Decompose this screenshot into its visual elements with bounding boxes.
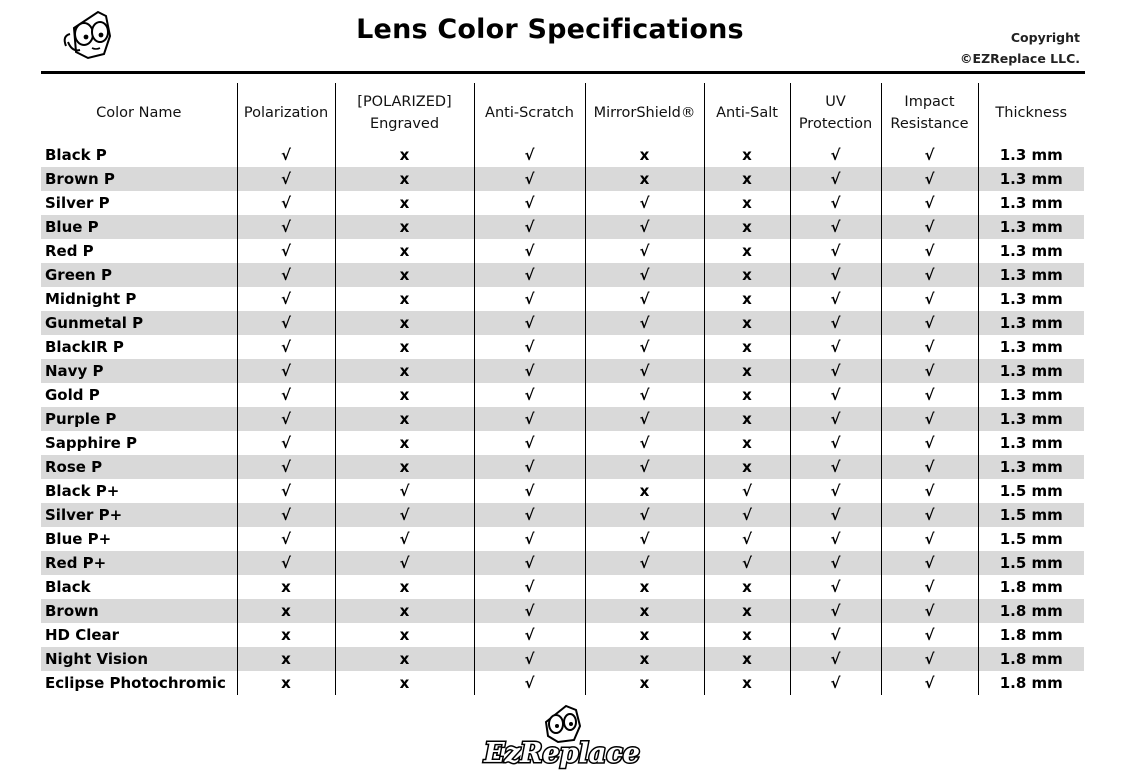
check-mark-cell: √ bbox=[474, 383, 585, 407]
check-mark-cell: √ bbox=[881, 287, 978, 311]
check-mark-cell: √ bbox=[790, 431, 881, 455]
thickness-cell: 1.8 mm bbox=[978, 575, 1084, 599]
table-row bbox=[41, 191, 1084, 215]
check-mark-cell: √ bbox=[704, 479, 790, 503]
check-mark-cell: √ bbox=[585, 215, 704, 239]
table-row bbox=[41, 503, 1084, 527]
check-mark-cell: √ bbox=[237, 287, 335, 311]
check-mark-cell: √ bbox=[790, 455, 881, 479]
column-header bbox=[585, 83, 704, 143]
table-row bbox=[41, 527, 1084, 551]
cross-mark-cell: x bbox=[335, 215, 474, 239]
color-name-cell: Blue P+ bbox=[45, 530, 112, 548]
check-mark-cell: √ bbox=[474, 647, 585, 671]
check-mark-cell: √ bbox=[790, 263, 881, 287]
color-name-cell: Midnight P bbox=[45, 290, 137, 308]
cross-mark-cell: x bbox=[704, 671, 790, 695]
cross-mark-cell: x bbox=[335, 647, 474, 671]
check-mark-cell: √ bbox=[881, 407, 978, 431]
cross-mark-cell: x bbox=[585, 479, 704, 503]
color-name-cell: Silver P+ bbox=[41, 503, 237, 527]
color-name-cell: Gunmetal P bbox=[41, 311, 237, 335]
check-mark-cell: √ bbox=[474, 527, 585, 551]
check-mark-cell: √ bbox=[790, 671, 881, 695]
check-mark-cell: √ bbox=[237, 503, 335, 527]
cross-mark-cell: x bbox=[335, 623, 474, 647]
column-header-line: Resistance bbox=[890, 116, 969, 132]
color-name-cell: Brown P bbox=[41, 167, 237, 191]
table-row bbox=[41, 479, 1084, 503]
cross-mark-cell: x bbox=[704, 335, 790, 359]
cross-mark-cell: x bbox=[704, 143, 790, 167]
cross-mark-cell: x bbox=[335, 671, 474, 695]
check-mark-cell: √ bbox=[585, 455, 704, 479]
cross-mark-cell: x bbox=[704, 191, 790, 215]
check-mark-cell: √ bbox=[790, 503, 881, 527]
thickness-cell: 1.5 mm bbox=[978, 527, 1084, 551]
check-mark-cell: √ bbox=[790, 575, 881, 599]
check-mark-cell: √ bbox=[585, 359, 704, 383]
check-mark-cell: √ bbox=[585, 431, 704, 455]
check-mark-cell: √ bbox=[790, 479, 881, 503]
cross-mark-cell: x bbox=[704, 383, 790, 407]
check-mark-cell: √ bbox=[237, 527, 335, 551]
table-row bbox=[41, 647, 1084, 671]
color-name-cell: Red P+ bbox=[41, 551, 237, 575]
column-header-line: Impact bbox=[904, 94, 955, 110]
table-row bbox=[41, 407, 1084, 431]
check-mark-cell: √ bbox=[585, 503, 704, 527]
column-header-line: MirrorShield® bbox=[593, 105, 696, 121]
check-mark-cell: √ bbox=[237, 479, 335, 503]
color-name-cell: Silver P bbox=[45, 194, 110, 212]
check-mark-cell: √ bbox=[474, 215, 585, 239]
column-header bbox=[978, 83, 1084, 143]
table-row bbox=[41, 335, 1084, 359]
cross-mark-cell: x bbox=[335, 287, 474, 311]
table-header-row bbox=[41, 83, 1084, 143]
table-row bbox=[41, 551, 1084, 575]
cross-mark-cell: x bbox=[335, 335, 474, 359]
column-header-line: Anti-Scratch bbox=[485, 105, 574, 121]
check-mark-cell: √ bbox=[335, 479, 474, 503]
table-row bbox=[41, 431, 1084, 455]
check-mark-cell: √ bbox=[585, 551, 704, 575]
check-mark-cell: √ bbox=[790, 143, 881, 167]
cross-mark-cell: x bbox=[585, 575, 704, 599]
cross-mark-cell: x bbox=[335, 311, 474, 335]
cross-mark-cell: x bbox=[704, 311, 790, 335]
thickness-cell: 1.3 mm bbox=[978, 191, 1084, 215]
check-mark-cell: √ bbox=[474, 143, 585, 167]
check-mark-cell: √ bbox=[881, 143, 978, 167]
check-mark-cell: √ bbox=[237, 431, 335, 455]
table-row bbox=[41, 575, 1084, 599]
check-mark-cell: √ bbox=[881, 359, 978, 383]
check-mark-cell: √ bbox=[790, 383, 881, 407]
cross-mark-cell: x bbox=[335, 359, 474, 383]
column-header bbox=[881, 83, 978, 143]
cross-mark-cell: x bbox=[585, 647, 704, 671]
cross-mark-cell: x bbox=[335, 455, 474, 479]
check-mark-cell: √ bbox=[237, 191, 335, 215]
check-mark-cell: √ bbox=[881, 215, 978, 239]
check-mark-cell: √ bbox=[237, 551, 335, 575]
title-divider bbox=[41, 71, 1085, 74]
column-header-line: Engraved bbox=[369, 116, 440, 132]
check-mark-cell: √ bbox=[881, 647, 978, 671]
check-mark-cell: √ bbox=[335, 551, 474, 575]
check-mark-cell: √ bbox=[585, 407, 704, 431]
check-mark-cell: √ bbox=[881, 239, 978, 263]
check-mark-cell: √ bbox=[474, 503, 585, 527]
cross-mark-cell: x bbox=[237, 671, 335, 695]
table-row bbox=[41, 311, 1084, 335]
check-mark-cell: √ bbox=[585, 527, 704, 551]
table-row bbox=[41, 143, 1084, 167]
check-mark-cell: √ bbox=[881, 623, 978, 647]
thickness-cell: 1.3 mm bbox=[978, 239, 1084, 263]
cross-mark-cell: x bbox=[704, 407, 790, 431]
check-mark-cell: √ bbox=[881, 383, 978, 407]
check-mark-cell: √ bbox=[474, 335, 585, 359]
cross-mark-cell: x bbox=[335, 599, 474, 623]
thickness-cell: 1.8 mm bbox=[978, 671, 1084, 695]
cross-mark-cell: x bbox=[335, 383, 474, 407]
check-mark-cell: √ bbox=[474, 287, 585, 311]
check-mark-cell: √ bbox=[790, 335, 881, 359]
check-mark-cell: √ bbox=[881, 575, 978, 599]
cross-mark-cell: x bbox=[585, 143, 704, 167]
column-header-line: Thickness bbox=[995, 105, 1068, 121]
color-name-cell: BlackIR P bbox=[45, 338, 124, 356]
check-mark-cell: √ bbox=[704, 551, 790, 575]
color-name-cell: Sapphire P bbox=[45, 434, 138, 452]
lens-spec-table bbox=[41, 83, 1084, 695]
cross-mark-cell: x bbox=[704, 575, 790, 599]
check-mark-cell: √ bbox=[790, 167, 881, 191]
check-mark-cell: √ bbox=[585, 239, 704, 263]
thickness-cell: 1.3 mm bbox=[978, 215, 1084, 239]
check-mark-cell: √ bbox=[704, 503, 790, 527]
color-name-cell: Purple P bbox=[41, 407, 237, 431]
table-row bbox=[41, 263, 1084, 287]
table-row bbox=[41, 671, 1084, 695]
table-row bbox=[41, 623, 1084, 647]
check-mark-cell: √ bbox=[881, 167, 978, 191]
check-mark-cell: √ bbox=[881, 263, 978, 287]
cross-mark-cell: x bbox=[335, 407, 474, 431]
table-body bbox=[41, 143, 1084, 695]
check-mark-cell: √ bbox=[237, 383, 335, 407]
check-mark-cell: √ bbox=[237, 407, 335, 431]
check-mark-cell: √ bbox=[585, 263, 704, 287]
thickness-cell: 1.3 mm bbox=[978, 335, 1084, 359]
check-mark-cell: √ bbox=[881, 311, 978, 335]
check-mark-cell: √ bbox=[474, 671, 585, 695]
thickness-cell: 1.5 mm bbox=[978, 503, 1084, 527]
thickness-cell: 1.5 mm bbox=[978, 479, 1084, 503]
cross-mark-cell: x bbox=[585, 167, 704, 191]
check-mark-cell: √ bbox=[790, 215, 881, 239]
check-mark-cell: √ bbox=[237, 143, 335, 167]
check-mark-cell: √ bbox=[474, 575, 585, 599]
color-name-cell: HD Clear bbox=[45, 626, 120, 644]
check-mark-cell: √ bbox=[790, 551, 881, 575]
brand-wordmark: EzReplace bbox=[484, 738, 640, 769]
thickness-cell: 1.8 mm bbox=[978, 647, 1084, 671]
table-row bbox=[41, 383, 1084, 407]
check-mark-cell: √ bbox=[585, 311, 704, 335]
check-mark-cell: √ bbox=[881, 503, 978, 527]
check-mark-cell: √ bbox=[881, 551, 978, 575]
cross-mark-cell: x bbox=[237, 575, 335, 599]
check-mark-cell: √ bbox=[881, 335, 978, 359]
color-name-cell: Green P bbox=[41, 263, 237, 287]
column-header bbox=[704, 83, 790, 143]
check-mark-cell: √ bbox=[881, 431, 978, 455]
check-mark-cell: √ bbox=[474, 455, 585, 479]
cross-mark-cell: x bbox=[585, 599, 704, 623]
column-header-line: Polarization bbox=[243, 105, 329, 121]
copyright-owner: ©EZReplace LLC. bbox=[960, 51, 1080, 66]
cross-mark-cell: x bbox=[704, 647, 790, 671]
column-header bbox=[335, 83, 474, 143]
check-mark-cell: √ bbox=[335, 527, 474, 551]
color-name-cell: Brown bbox=[41, 599, 237, 623]
cross-mark-cell: x bbox=[335, 167, 474, 191]
ezreplace-brand-logo bbox=[484, 700, 640, 770]
check-mark-cell: √ bbox=[237, 239, 335, 263]
column-header bbox=[790, 83, 881, 143]
check-mark-cell: √ bbox=[881, 455, 978, 479]
column-header bbox=[474, 83, 585, 143]
check-mark-cell: √ bbox=[790, 191, 881, 215]
cross-mark-cell: x bbox=[704, 287, 790, 311]
column-header bbox=[237, 83, 335, 143]
thickness-cell: 1.8 mm bbox=[978, 599, 1084, 623]
check-mark-cell: √ bbox=[474, 479, 585, 503]
check-mark-cell: √ bbox=[790, 287, 881, 311]
color-name-cell: Blue P bbox=[41, 215, 237, 239]
check-mark-cell: √ bbox=[790, 239, 881, 263]
table-row bbox=[41, 359, 1084, 383]
check-mark-cell: √ bbox=[790, 407, 881, 431]
cross-mark-cell: x bbox=[237, 599, 335, 623]
check-mark-cell: √ bbox=[237, 263, 335, 287]
thickness-cell: 1.3 mm bbox=[978, 167, 1084, 191]
cross-mark-cell: x bbox=[335, 191, 474, 215]
cross-mark-cell: x bbox=[704, 599, 790, 623]
check-mark-cell: √ bbox=[881, 479, 978, 503]
check-mark-cell: √ bbox=[704, 527, 790, 551]
color-name-cell: Black P bbox=[45, 146, 107, 164]
thickness-cell: 1.3 mm bbox=[978, 143, 1084, 167]
cross-mark-cell: x bbox=[237, 647, 335, 671]
check-mark-cell: √ bbox=[790, 623, 881, 647]
thickness-cell: 1.3 mm bbox=[978, 383, 1084, 407]
color-name-cell: Black P+ bbox=[45, 482, 120, 500]
color-name-cell: Navy P bbox=[41, 359, 237, 383]
check-mark-cell: √ bbox=[237, 359, 335, 383]
check-mark-cell: √ bbox=[474, 191, 585, 215]
page-title: Lens Color Specifications bbox=[356, 14, 744, 45]
thickness-cell: 1.3 mm bbox=[978, 455, 1084, 479]
check-mark-cell: √ bbox=[474, 239, 585, 263]
thickness-cell: 1.3 mm bbox=[978, 263, 1084, 287]
cross-mark-cell: x bbox=[704, 167, 790, 191]
cross-mark-cell: x bbox=[704, 431, 790, 455]
column-header-line: Color Name bbox=[96, 105, 182, 121]
column-header-line: [POLARIZED] bbox=[357, 94, 452, 110]
table-row bbox=[41, 167, 1084, 191]
thickness-cell: 1.5 mm bbox=[978, 551, 1084, 575]
table-row bbox=[41, 239, 1084, 263]
cross-mark-cell: x bbox=[585, 671, 704, 695]
column-header bbox=[41, 83, 237, 143]
copyright-label: Copyright bbox=[1010, 30, 1080, 45]
table-row bbox=[41, 215, 1084, 239]
check-mark-cell: √ bbox=[585, 383, 704, 407]
check-mark-cell: √ bbox=[237, 335, 335, 359]
cross-mark-cell: x bbox=[335, 575, 474, 599]
thickness-cell: 1.3 mm bbox=[978, 359, 1084, 383]
column-header-line: Protection bbox=[798, 116, 873, 132]
check-mark-cell: √ bbox=[474, 407, 585, 431]
check-mark-cell: √ bbox=[790, 359, 881, 383]
check-mark-cell: √ bbox=[881, 599, 978, 623]
color-name-cell: Black bbox=[45, 578, 91, 596]
cross-mark-cell: x bbox=[335, 239, 474, 263]
cross-mark-cell: x bbox=[335, 143, 474, 167]
check-mark-cell: √ bbox=[790, 647, 881, 671]
check-mark-cell: √ bbox=[474, 599, 585, 623]
column-header-line: Anti-Salt bbox=[716, 105, 778, 121]
check-mark-cell: √ bbox=[474, 167, 585, 191]
thickness-cell: 1.8 mm bbox=[978, 623, 1084, 647]
table-row bbox=[41, 599, 1084, 623]
cross-mark-cell: x bbox=[704, 215, 790, 239]
check-mark-cell: √ bbox=[474, 431, 585, 455]
cross-mark-cell: x bbox=[704, 455, 790, 479]
check-mark-cell: √ bbox=[881, 671, 978, 695]
cross-mark-cell: x bbox=[335, 263, 474, 287]
thickness-cell: 1.3 mm bbox=[978, 311, 1084, 335]
cross-mark-cell: x bbox=[237, 623, 335, 647]
thickness-cell: 1.3 mm bbox=[978, 431, 1084, 455]
check-mark-cell: √ bbox=[585, 191, 704, 215]
check-mark-cell: √ bbox=[790, 527, 881, 551]
color-name-cell: Rose P bbox=[41, 455, 237, 479]
check-mark-cell: √ bbox=[474, 623, 585, 647]
table-row bbox=[41, 455, 1084, 479]
color-name-cell: Gold P bbox=[45, 386, 100, 404]
check-mark-cell: √ bbox=[474, 263, 585, 287]
check-mark-cell: √ bbox=[790, 311, 881, 335]
cross-mark-cell: x bbox=[585, 623, 704, 647]
check-mark-cell: √ bbox=[881, 191, 978, 215]
check-mark-cell: √ bbox=[474, 359, 585, 383]
cross-mark-cell: x bbox=[704, 263, 790, 287]
column-header-line: UV bbox=[825, 94, 846, 110]
check-mark-cell: √ bbox=[237, 215, 335, 239]
thickness-cell: 1.3 mm bbox=[978, 407, 1084, 431]
color-name-cell: Night Vision bbox=[41, 647, 237, 671]
check-mark-cell: √ bbox=[881, 527, 978, 551]
check-mark-cell: √ bbox=[474, 311, 585, 335]
cross-mark-cell: x bbox=[704, 239, 790, 263]
table-row bbox=[41, 287, 1084, 311]
thickness-cell: 1.3 mm bbox=[978, 287, 1084, 311]
check-mark-cell: √ bbox=[237, 455, 335, 479]
color-name-cell: Eclipse Photochromic bbox=[45, 674, 226, 692]
check-mark-cell: √ bbox=[335, 503, 474, 527]
cross-mark-cell: x bbox=[704, 359, 790, 383]
cross-mark-cell: x bbox=[335, 431, 474, 455]
check-mark-cell: √ bbox=[585, 335, 704, 359]
color-name-cell: Red P bbox=[45, 242, 94, 260]
check-mark-cell: √ bbox=[237, 167, 335, 191]
check-mark-cell: √ bbox=[585, 287, 704, 311]
cross-mark-cell: x bbox=[704, 623, 790, 647]
check-mark-cell: √ bbox=[790, 599, 881, 623]
check-mark-cell: √ bbox=[474, 551, 585, 575]
copyright-notice bbox=[960, 27, 1080, 69]
check-mark-cell: √ bbox=[237, 311, 335, 335]
